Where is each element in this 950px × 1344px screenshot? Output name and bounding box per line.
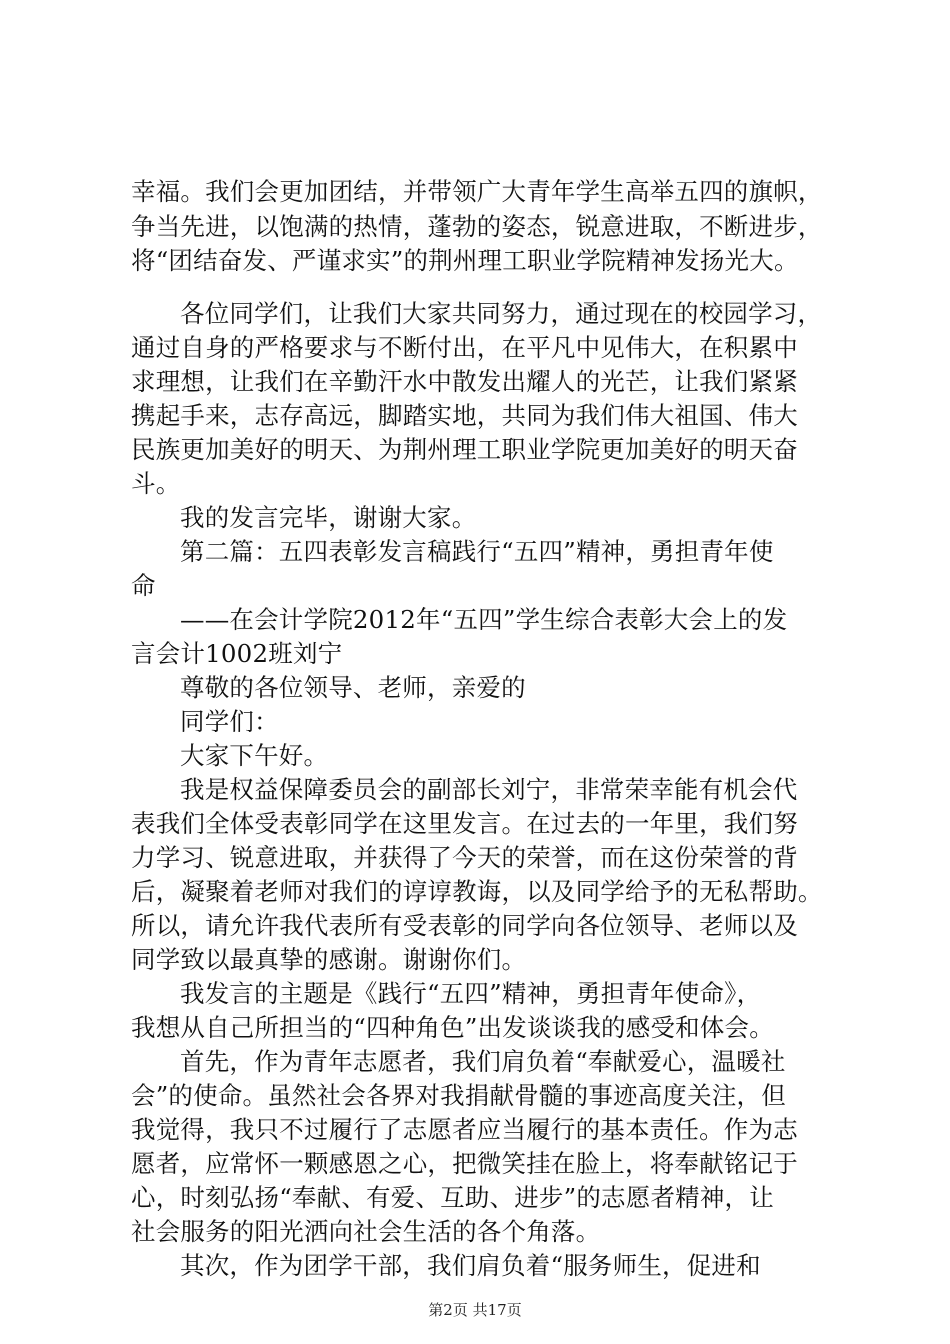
- text-line: 将“团结奋发、严谨求实”的荆州理工职业学院精神发扬光大。: [131, 246, 799, 275]
- section-heading: 第二篇：五四表彰发言稿践行“五四”精神，勇担青年使: [180, 537, 774, 566]
- page-footer: 第2页 共17页: [428, 1301, 522, 1319]
- text-line: 我想从自己所担当的“四种角色”出发谈谈我的感受和体会。: [131, 1013, 774, 1042]
- text-line: 后，凝聚着老师对我们的谆谆教诲，以及同学给予的无私帮助。: [131, 877, 823, 906]
- text-line: 表我们全体受表彰同学在这里发言。在过去的一年里，我们努: [131, 809, 798, 838]
- text-line: 力学习、锐意进取，并获得了今天的荣誉，而在这份荣誉的背: [131, 843, 798, 872]
- text-line: 通过自身的严格要求与不断付出，在平凡中见伟大，在积累中: [131, 333, 798, 362]
- subtitle-line: 言会计1002班刘宁: [131, 639, 343, 668]
- text-line: 其次，作为团学干部，我们肩负着“服务师生，促进和: [180, 1251, 761, 1280]
- text-line: 会”的使命。虽然社会各界对我捐献骨髓的事迹高度关注，但: [131, 1081, 786, 1110]
- text-line: 各位同学们，让我们大家共同努力，通过现在的校园学习，: [180, 299, 823, 328]
- text-line: 我的发言完毕，谢谢大家。: [180, 503, 477, 532]
- text-line: 我发言的主题是《践行“五四”精神，勇担青年使命》，: [180, 979, 762, 1008]
- text-line: 社会服务的阳光洒向社会生活的各个角落。: [131, 1217, 601, 1246]
- text-line: 所以，请允许我代表所有受表彰的同学向各位领导、老师以及: [131, 911, 798, 940]
- text-line: 我觉得，我只不过履行了志愿者应当履行的基本责任。作为志: [131, 1115, 798, 1144]
- salutation: 同学们：: [180, 707, 279, 736]
- text-line: 求理想，让我们在辛勤汗水中散发出耀人的光芒，让我们紧紧: [131, 367, 798, 396]
- text-line: 争当先进，以饱满的热情，蓬勃的姿态，锐意进取，不断进步，: [131, 212, 823, 241]
- section-heading: 命: [131, 571, 156, 600]
- text-line: 斗。: [131, 469, 181, 498]
- text-line: 心，时刻弘扬“奉献、有爱、互助、进步”的志愿者精神，让: [131, 1183, 774, 1212]
- subtitle-line: ——在会计学院2012年“五四”学生综合表彰大会上的发: [180, 605, 788, 634]
- text-line: 幸福。我们会更加团结，并带领广大青年学生高举五四的旗帜，: [131, 177, 823, 206]
- text-line: 我是权益保障委员会的副部长刘宁，非常荣幸能有机会代: [180, 775, 798, 804]
- text-line: 同学致以最真挚的感谢。谢谢你们。: [131, 945, 527, 974]
- text-line: 携起手来，志存高远，脚踏实地，共同为我们伟大祖国、伟大: [131, 401, 798, 430]
- salutation: 尊敬的各位领导、老师，亲爱的: [180, 673, 526, 702]
- text-line: 愿者，应常怀一颗感恩之心，把微笑挂在脸上，将奉献铭记于: [131, 1149, 798, 1178]
- text-line: 首先，作为青年志愿者，我们肩负着“奉献爱心，温暖社: [180, 1047, 786, 1076]
- greeting: 大家下午好。: [180, 741, 329, 770]
- text-line: 民族更加美好的明天、为荆州理工职业学院更加美好的明天奋: [131, 435, 798, 464]
